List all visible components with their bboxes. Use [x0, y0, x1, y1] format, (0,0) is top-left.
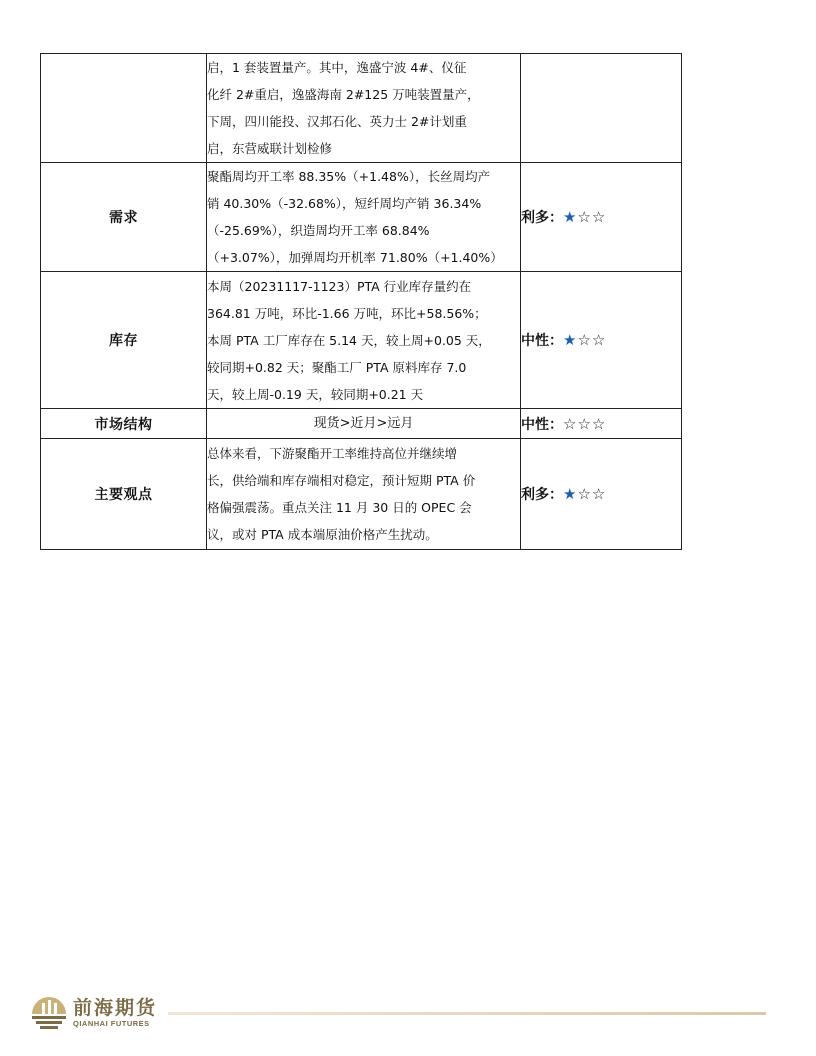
content-line: （+3.07%），加弹周均开机率 71.80%（+1.40%）	[207, 250, 503, 265]
star-empty-icon: ☆	[591, 414, 607, 433]
star-filled-icon: ★	[563, 208, 578, 226]
content-line: 天，较上周-0.19 天，较同期+0.21 天	[207, 386, 424, 402]
content-line: 总体来看，下游聚酯开工率维持高位并继续增	[207, 446, 458, 461]
star-empty-icon: ☆	[577, 414, 592, 433]
content-line: 启，1 套装置量产。其中，逸盛宁波 4#、仪征	[207, 60, 467, 75]
content-line: 聚酯周均开工率 88.35%（+1.48%），长丝周均产	[207, 169, 491, 184]
star-empty-icon: ☆	[591, 208, 607, 226]
footer-divider	[168, 1012, 766, 1015]
star-empty-icon: ☆	[563, 414, 578, 433]
row-rating	[521, 439, 682, 550]
content-line: 化纤 2#重启，逸盛海南 2#125 万吨装置量产，	[207, 87, 480, 102]
row-rating	[521, 163, 682, 272]
content-line: （-25.69%），织造周均开工率 68.84%	[207, 223, 430, 238]
content-line: 364.81 万吨，环比-1.66 万吨，环比+58.56%；	[207, 305, 487, 321]
content-line: 启，东营威联计划检修	[207, 141, 333, 156]
rating-label: 中性：	[521, 416, 563, 433]
star-empty-icon: ☆	[577, 208, 592, 226]
row-content	[207, 439, 521, 550]
table-row-market-structure	[41, 409, 682, 439]
star-filled-icon: ★	[563, 485, 578, 503]
star-empty-icon: ☆	[591, 331, 607, 349]
row-content	[207, 163, 521, 272]
star-empty-icon: ☆	[591, 485, 607, 503]
row-content	[207, 409, 521, 439]
row-content	[207, 272, 521, 409]
star-empty-icon: ☆	[577, 485, 592, 503]
rating-label: 利多：	[521, 487, 563, 503]
content-line: 较同期+0.82 天；聚酯工厂 PTA 原料库存 7.0	[207, 359, 467, 375]
content-line: 议，或对 PTA 成本端原油价格产生扰动。	[207, 527, 438, 542]
company-logo	[30, 994, 157, 1030]
row-label	[41, 54, 207, 163]
row-label: 库存	[41, 272, 207, 409]
analysis-table	[40, 53, 682, 550]
content-line: 格偏强震荡。重点关注 11 月 30 日的 OPEC 会	[207, 500, 472, 515]
content-line: 销 40.30%（-32.68%），短纤周均产销 36.34%	[207, 196, 482, 211]
rating-label: 中性：	[521, 333, 563, 349]
star-rating-icon	[563, 415, 606, 433]
star-filled-icon: ★	[563, 331, 578, 349]
content-line: 本周（20231117-1123）PTA 行业库存量约在	[207, 278, 472, 294]
row-content	[207, 54, 521, 163]
row-rating	[521, 54, 682, 163]
row-rating	[521, 272, 682, 409]
row-label: 市场结构	[41, 409, 207, 439]
logo-name-cn: 前海期货	[73, 996, 158, 1019]
logo-name-en: QIANHAI FUTURES	[73, 1018, 150, 1028]
star-rating-icon	[563, 331, 606, 349]
content-line: 长，供给端和库存端相对稳定，预计短期 PTA 价	[207, 473, 476, 488]
rating-label: 利多：	[521, 210, 563, 226]
logo-text	[73, 997, 157, 1028]
row-label: 需求	[41, 163, 207, 272]
star-rating-icon	[563, 485, 606, 503]
table-row-inventory	[41, 272, 682, 409]
content-line: 本周 PTA 工厂库存在 5.14 天，较上周+0.05 天，	[207, 332, 491, 348]
table-row-demand	[41, 163, 682, 272]
table-row-supply-cont	[41, 54, 682, 163]
row-label: 主要观点	[41, 439, 207, 550]
star-empty-icon: ☆	[577, 331, 592, 349]
logo-emblem-icon	[30, 994, 68, 1030]
star-rating-icon	[563, 208, 606, 226]
table-row-main-view	[41, 439, 682, 550]
row-rating	[521, 409, 682, 439]
content-line: 现货>近月>远月	[313, 416, 414, 431]
content-line: 下周，四川能投、汉邦石化、英力士 2#计划重	[207, 114, 467, 129]
